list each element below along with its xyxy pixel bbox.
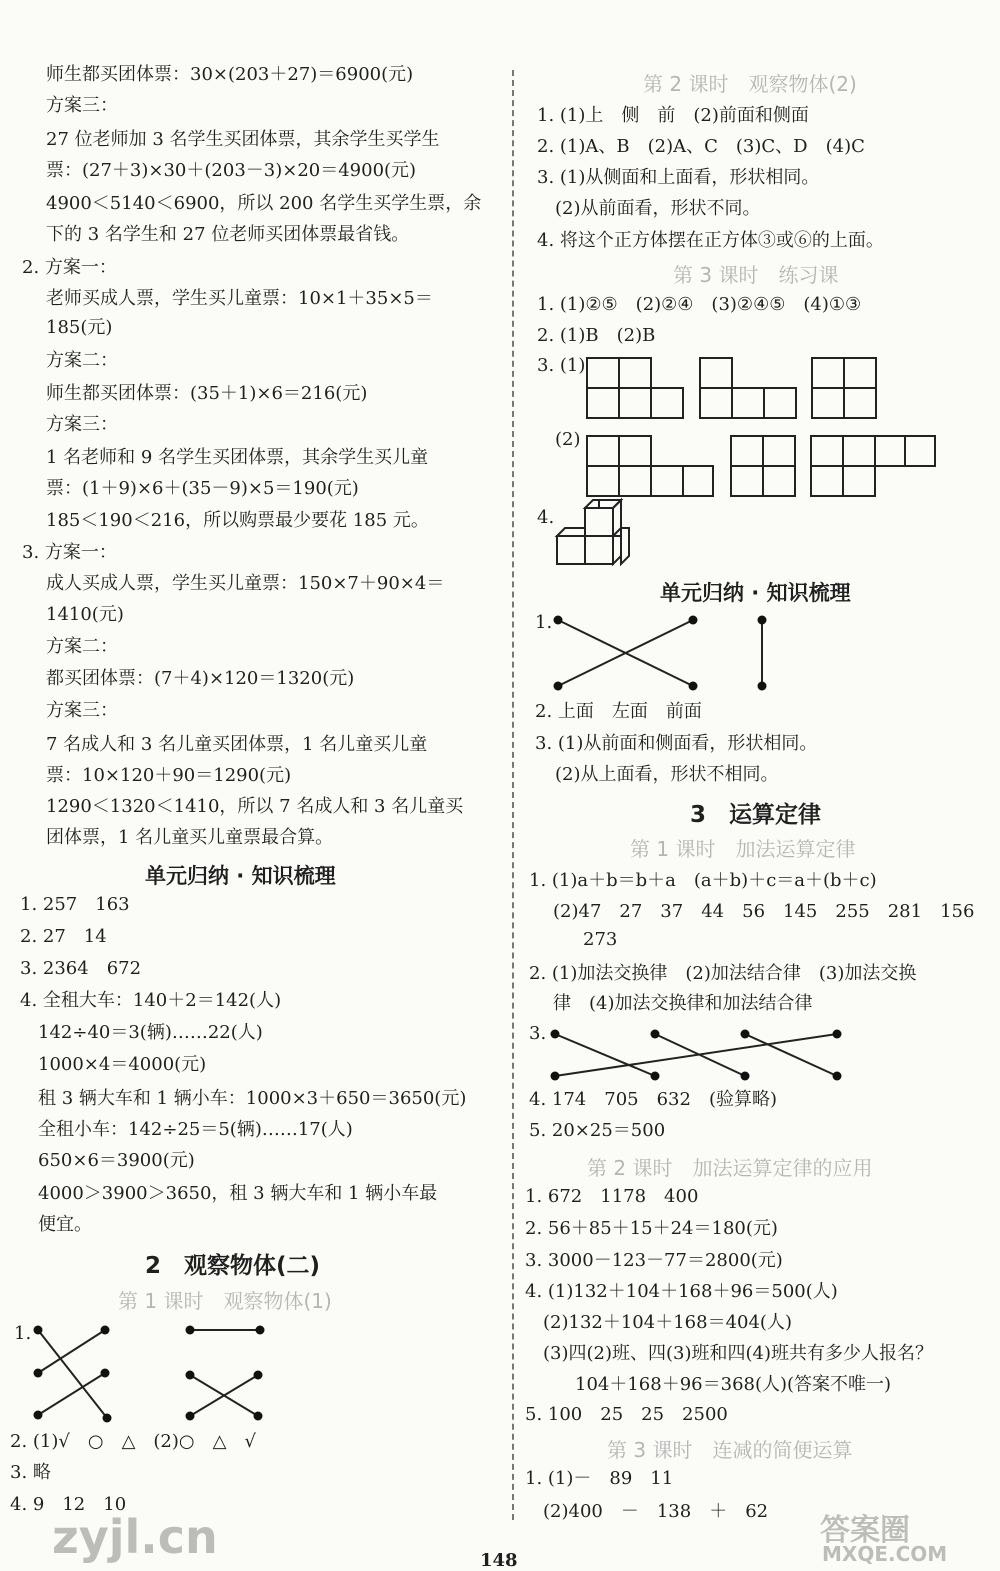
section-title: 单元归纳 · 知识梳理 (660, 581, 851, 605)
text-line: 1. (1)上 侧 前 (2)前面和侧面 (537, 105, 809, 126)
text-line: 全租小车：142÷25＝5(辆)……17(人) (38, 1119, 353, 1140)
text-line: (2)400 － 138 ＋ 62 (543, 1501, 769, 1522)
text-line: 1. (1)a＋b＝b＋a (a＋b)＋c＝a＋(b＋c) (529, 870, 877, 891)
dot (34, 1326, 43, 1335)
question-label: 1. (535, 612, 553, 633)
text-line: 团体票，1 名儿童买儿童票最合算。 (46, 827, 334, 848)
text-line: 3. (1)从前面和侧面看，形状相同。 (535, 733, 818, 754)
text-line: 2. (1)B (2)B (537, 325, 656, 346)
law-matching-figure (515, 0, 1000, 1100)
question-label: 4. (537, 507, 555, 528)
dot (651, 1030, 660, 1039)
text-line: 1000×4＝4000(元) (38, 1054, 207, 1075)
text-line: 4. 全租大车：140＋2＝142(人) (20, 990, 282, 1011)
dot (551, 1030, 560, 1039)
lesson-title: 第 1 课时 观察物体(1) (118, 1289, 332, 1313)
text-line: 4000＞3900＞3650，租 3 辆大车和 1 辆小车最 (38, 1183, 438, 1204)
text-line: 2. 56＋85＋15＋24＝180(元) (525, 1218, 778, 1239)
text-line: 2. 27 14 (20, 926, 107, 947)
text-line: 3. (1)从侧面和上面看，形状相同。 (537, 167, 820, 188)
connector-line (38, 1330, 105, 1373)
dot (254, 1412, 263, 1421)
question-label: 3. (1) (537, 355, 586, 376)
text-line: 3. 方案一： (22, 542, 117, 563)
watermark: MXQE.COM (822, 1542, 948, 1566)
text-line: 方案二： (46, 350, 118, 371)
text-line: 方案三： (46, 414, 118, 435)
text-line: 律 (4)加法交换律和加法结合律 (553, 993, 813, 1014)
text-line: 票：(1＋9)×6＋(35－9)×5＝190(元) (46, 478, 359, 499)
text-line: 老师买成人票，学生买儿童票：10×1＋35×5＝ (46, 288, 433, 309)
text-line: 4. (1)132＋104＋168＋96＝500(人) (525, 1281, 838, 1302)
dot (101, 1369, 110, 1378)
dot (254, 1371, 263, 1380)
question-label: 3. (529, 1023, 547, 1044)
connector-line (38, 1373, 105, 1415)
text-line: 3. 略 (10, 1462, 51, 1483)
text-line: 4. 174 705 632 (验算略) (529, 1089, 778, 1110)
text-line: 185(元) (46, 317, 113, 338)
text-line: 1. 257 163 (20, 894, 130, 915)
dot (34, 1411, 43, 1420)
watermark: 答案圈 (820, 1513, 910, 1548)
text-line: 1. (1)－ 89 11 (525, 1468, 674, 1489)
text-line: (3)四(2)班、四(3)班和四(4)班共有多少人报名？ (543, 1343, 933, 1364)
column-divider (512, 70, 514, 1520)
connector-line (555, 1034, 837, 1076)
dot (186, 1412, 195, 1421)
text-line: 27 位老师加 3 名学生买团体票，其余学生买学生 (46, 129, 440, 150)
lesson-title: 第 1 课时 加法运算定律 (630, 837, 856, 861)
text-line: 师生都买团体票：(35＋1)×6＝216(元) (46, 383, 368, 404)
text-line: 1 名老师和 9 名学生买团体票，其余学生买儿童 (46, 447, 429, 468)
text-line: 方案二： (46, 636, 118, 657)
text-line: 1. 672 1178 400 (525, 1186, 699, 1207)
dot (186, 1371, 195, 1380)
dot (833, 1030, 842, 1039)
matching-lines-figure (0, 0, 300, 1450)
text-line: (2)132＋104＋168＝404(人) (543, 1312, 792, 1333)
text-line: 7 名成人和 3 名儿童买团体票，1 名儿童买儿童 (46, 734, 428, 755)
dot (103, 1414, 112, 1423)
text-line: 1410(元) (46, 604, 124, 625)
text-line: 便宜。 (38, 1214, 92, 1235)
text-line: 5. 100 25 25 2500 (525, 1404, 728, 1425)
text-line: 185＜190＜216，所以购票最少要花 185 元。 (46, 510, 429, 531)
page-number: 148 (480, 1550, 518, 1571)
dot (101, 1326, 110, 1335)
text-line: 4. 9 12 10 (10, 1494, 127, 1515)
lesson-title: 第 3 课时 练习课 (673, 263, 839, 287)
text-line: 票：(27＋3)×30＋(203－3)×20＝4900(元) (46, 160, 417, 181)
text-line: 方案三： (46, 700, 118, 721)
text-line: 650×6＝3900(元) (38, 1150, 195, 1171)
text-line: 104＋168＋96＝368(人)(答案不唯一) (575, 1374, 892, 1395)
connector-line (555, 1034, 655, 1076)
text-line: 142÷40＝3(辆)……22(人) (38, 1022, 263, 1043)
text-line: 2. (1)√ ○ △ (2)○ △ √ (10, 1431, 256, 1452)
dot (256, 1326, 265, 1335)
text-line: 273 (583, 929, 618, 950)
text-line: 方案三： (46, 95, 118, 116)
text-line: 2. 方案一： (22, 257, 117, 278)
unit-title: 2 观察物体(二) (145, 1253, 321, 1279)
dot (651, 1072, 660, 1081)
text-line: 3. 3000－123－77＝2800(元) (525, 1250, 783, 1271)
section-title: 单元归纳 · 知识梳理 (145, 864, 336, 888)
text-line: 1290＜1320＜1410，所以 7 名成人和 3 名儿童买 (46, 796, 464, 817)
text-line: 票：10×120＋90＝1290(元) (46, 765, 292, 786)
text-line: 都买团体票：(7＋4)×120＝1320(元) (46, 668, 355, 689)
lesson-title: 第 2 课时 加法运算定律的应用 (587, 1156, 873, 1180)
text-line: 5. 20×25＝500 (529, 1120, 666, 1141)
text-line: 4900＜5140＜6900，所以 200 名学生买学生票，余 (46, 193, 482, 214)
text-line: 下的 3 名学生和 27 位老师买团体票最省钱。 (46, 224, 410, 245)
connector-line (38, 1330, 107, 1418)
watermark: zyjl.cn (52, 1510, 218, 1564)
unit-title: 3 运算定律 (690, 802, 822, 828)
dot (741, 1072, 750, 1081)
text-line: (2)从前面看，形状不同。 (555, 198, 761, 219)
question-label: (2) (555, 429, 581, 450)
lesson-title: 第 3 课时 连减的简便运算 (607, 1438, 853, 1462)
dot (741, 1030, 750, 1039)
text-line: (2)47 27 37 44 56 145 255 281 156 (553, 901, 975, 922)
text-line: 2. (1)加法交换律 (2)加法结合律 (3)加法交换 (529, 963, 917, 984)
lesson-title: 第 2 课时 观察物体(2) (643, 72, 857, 96)
text-line: 成人买成人票，学生买儿童票：150×7＋90×4＝ (46, 573, 445, 594)
dot (551, 1072, 560, 1081)
dot (186, 1326, 195, 1335)
text-line: 师生都买团体票：30×(203＋27)＝6900(元) (46, 64, 414, 85)
question-label: 1. (14, 1323, 32, 1344)
text-line: 2. (1)A、B (2)A、C (3)C、D (4)C (537, 136, 865, 157)
text-line: 2. 上面 左面 前面 (535, 701, 702, 722)
dot (833, 1072, 842, 1081)
text-line: 4. 将这个正方体摆在正方体③或⑥的上面。 (537, 230, 884, 251)
connector-line (655, 1034, 745, 1076)
text-line: (2)从上面看，形状不相同。 (555, 764, 779, 785)
text-line: 租 3 辆大车和 1 辆小车：1000×3＋650＝3650(元) (38, 1088, 467, 1109)
text-line: 1. (1)②⑤ (2)②④ (3)②④⑤ (4)①③ (537, 294, 862, 315)
text-line: 3. 2364 672 (20, 958, 142, 979)
dot (34, 1369, 43, 1378)
